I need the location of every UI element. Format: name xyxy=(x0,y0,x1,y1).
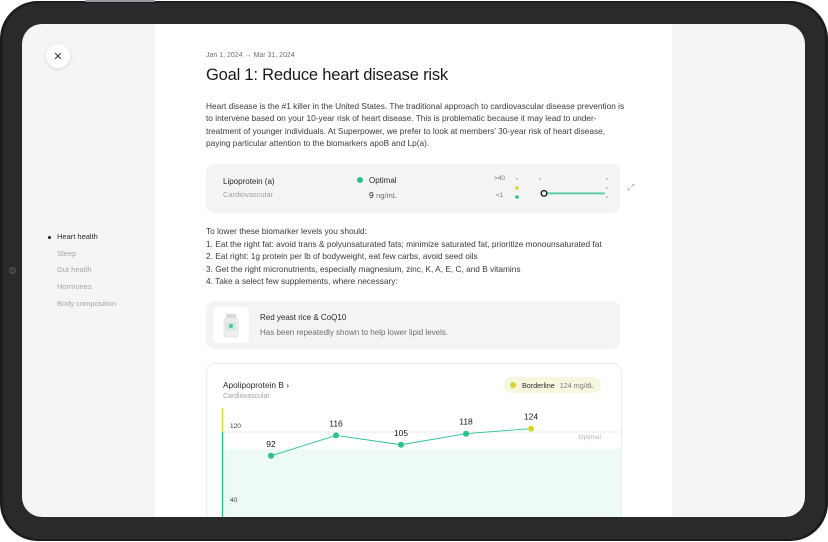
sidebar-item-label: Sleep xyxy=(57,248,77,258)
instructions-heading: To lower these biomarker levels you should: xyxy=(206,226,367,236)
supplement-card[interactable] xyxy=(206,301,620,349)
optimal-zone xyxy=(224,449,621,517)
y-tick-label: 120 xyxy=(230,423,241,430)
camera-icon xyxy=(9,267,16,274)
range-low-label: <1 xyxy=(496,192,504,199)
page-title: Goal 1: Reduce heart disease risk xyxy=(206,66,448,84)
data-label: 116 xyxy=(329,418,343,429)
arrow-right-icon: → xyxy=(244,52,252,59)
status-badge xyxy=(504,377,601,393)
range-dot-optimal xyxy=(515,195,519,199)
goal-intro: Heart disease is the #1 killer in the United States. The traditional approach to cardiovascular disease prevention is to intervene based on your 10-year risk of heart disease. This is problematic because it may lead to under-treatment of younger individuals. At Superpower, we prefer to look at members’ 30-year risk of heart disease, paying particular attention to the biomarkers apoB and Lp(a). xyxy=(206,101,625,148)
apob-line-chart xyxy=(207,408,621,517)
data-point[interactable] xyxy=(528,426,534,432)
range-dot xyxy=(539,178,541,180)
range-indicator xyxy=(511,172,611,204)
sidebar-item-hormones[interactable] xyxy=(48,282,116,299)
data-label: 105 xyxy=(393,427,409,438)
instructions-list xyxy=(206,225,602,288)
sidebar-item-body-composition[interactable] xyxy=(48,299,116,316)
screen xyxy=(22,24,805,517)
biomarker-name: Lipoprotein (a) xyxy=(223,177,275,186)
y-tick-label: 40 xyxy=(230,497,238,504)
biomarker-name: Apolipoprotein B xyxy=(223,380,284,390)
reference-line-label: Optimal xyxy=(578,434,601,441)
data-label: 92 xyxy=(266,438,276,449)
status-label: Optimal xyxy=(369,176,397,185)
expand-icon[interactable]: ⤢ xyxy=(627,182,635,192)
data-label: 118 xyxy=(459,416,473,427)
sidebar-item-heart-health[interactable] xyxy=(48,232,116,249)
value-unit: ng/mL xyxy=(376,191,397,200)
data-point[interactable] xyxy=(268,453,274,459)
apob-title-link[interactable] xyxy=(223,380,289,390)
date-end: Mar 31, 2024 xyxy=(253,52,295,59)
biomarker-card-lpa[interactable] xyxy=(206,164,620,213)
sidebar-item-label: Hormones xyxy=(57,282,92,292)
range-dot-borderline xyxy=(515,186,519,190)
sidebar-item-gut-health[interactable] xyxy=(48,265,116,282)
sidebar-item-label: Body composition xyxy=(57,298,117,308)
value-marker xyxy=(541,191,547,197)
status-dot-icon xyxy=(510,382,516,388)
goal-panel xyxy=(155,24,672,517)
chevron-right-icon: › xyxy=(286,380,289,390)
goal-date-range xyxy=(206,52,295,59)
supplement-bottle-icon xyxy=(213,307,249,343)
sidebar-item-sleep[interactable] xyxy=(48,249,116,266)
data-point[interactable] xyxy=(398,442,404,448)
range-dot xyxy=(606,196,608,198)
range-dot xyxy=(516,178,518,180)
biomarker-value xyxy=(369,190,397,200)
optimal-range-bar xyxy=(545,192,605,194)
sidebar-item-label: Heart health xyxy=(57,232,98,241)
list-item: 1. Eat the right fat: avoid trans & polyunsaturated fats; minimize saturated fat, prioritize monounsaturated fat xyxy=(206,238,602,249)
data-label: 124 xyxy=(523,411,539,422)
data-point[interactable] xyxy=(463,431,469,437)
biomarker-category: Cardiovascular xyxy=(223,393,270,400)
status-value: 124 mg/dL xyxy=(559,380,594,390)
biomarker-category: Cardiovascular xyxy=(223,190,274,199)
supplement-image xyxy=(213,307,249,343)
list-item: 2. Eat right: 1g protein per lb of bodyweight, eat few carbs, avoid seed oils xyxy=(206,251,478,261)
sidebar-item-label: Gut health xyxy=(57,265,92,275)
range-dot xyxy=(606,178,608,180)
sidebar-nav xyxy=(48,232,116,315)
list-item: 4. Take a select few supplements, where necessary: xyxy=(206,276,398,286)
close-button[interactable] xyxy=(46,44,70,68)
active-dot-icon xyxy=(48,236,51,239)
tablet-button xyxy=(85,0,155,2)
status-label: Borderline xyxy=(522,380,555,390)
range-dot xyxy=(606,187,608,189)
data-point[interactable] xyxy=(333,432,339,438)
list-item: 3. Get the right micronutrients, especially magnesium, zinc, K, A, E, C, and B vitamins xyxy=(206,263,521,274)
supplement-name: Red yeast rice & CoQ10 xyxy=(260,313,347,322)
status-dot-icon xyxy=(357,177,363,183)
value-number: 9 xyxy=(369,190,374,200)
supplement-description: Has been repeatedly shown to help lower lipid levels. xyxy=(260,328,449,337)
date-start: Jan 1, 2024 xyxy=(206,52,243,59)
biomarker-card-apob xyxy=(206,363,622,517)
close-icon: ✕ xyxy=(53,50,63,63)
range-high-label: >40 xyxy=(494,175,506,182)
